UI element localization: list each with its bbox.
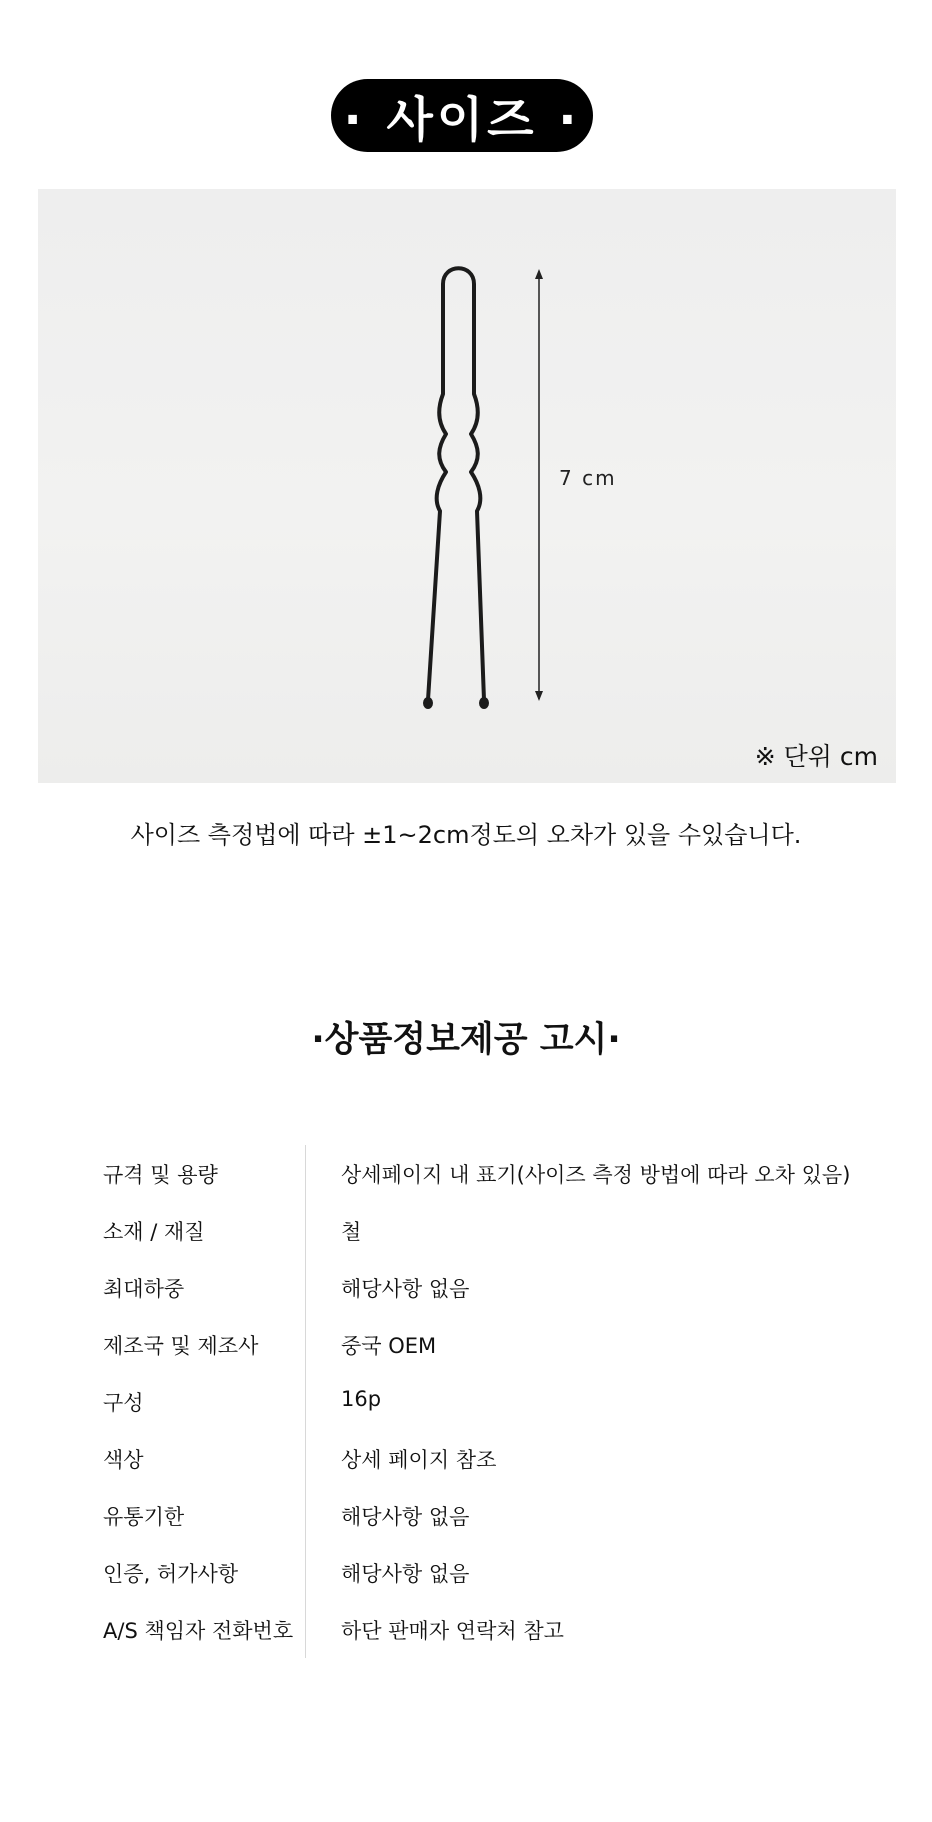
- hairpin-tip-left: [423, 697, 433, 709]
- info-row: [0, 1159, 932, 1189]
- info-row: [0, 1330, 932, 1360]
- measure-arrow-bottom: [535, 691, 543, 701]
- info-label: 색상: [103, 1448, 144, 1472]
- info-value: 상세페이지 내 표기(사이즈 측정 방법에 따라 오차 있음): [341, 1163, 851, 1187]
- info-label: 최대하중: [103, 1277, 185, 1301]
- info-value: 철: [341, 1220, 362, 1244]
- info-row: [0, 1444, 932, 1474]
- info-value: 해당사항 없음: [341, 1562, 470, 1586]
- info-label: 구성: [103, 1391, 144, 1415]
- measure-arrow-top: [535, 269, 543, 279]
- info-row: [0, 1501, 932, 1531]
- hairpin-shape: [428, 268, 484, 700]
- info-value: 하단 판매자 연락처 참고: [341, 1619, 564, 1643]
- info-value: 해당사항 없음: [341, 1277, 470, 1301]
- info-label: 유통기한: [103, 1505, 185, 1529]
- info-value: 상세 페이지 참조: [341, 1448, 497, 1472]
- info-label: 규격 및 용량: [103, 1163, 218, 1187]
- measurement-label: 7 cm: [559, 466, 617, 490]
- info-row: [0, 1273, 932, 1303]
- info-row: [0, 1216, 932, 1246]
- info-value: 해당사항 없음: [341, 1505, 470, 1529]
- info-label: A/S 책임자 전화번호: [103, 1619, 294, 1643]
- info-value: 중국 OEM: [341, 1334, 437, 1358]
- product-photo: [38, 189, 896, 783]
- info-row: [0, 1387, 932, 1417]
- size-heading: · 사이즈 ·: [331, 79, 593, 152]
- unit-note: ※ 단위 cm: [754, 742, 878, 771]
- hairpin-illustration: [38, 189, 896, 783]
- info-row: [0, 1558, 932, 1588]
- hairpin-tip-right: [479, 697, 489, 709]
- info-label: 인증, 허가사항: [103, 1562, 239, 1586]
- tolerance-note: 사이즈 측정법에 따라 ±1~2cm정도의 오차가 있을 수있습니다.: [130, 821, 802, 849]
- info-label: 소재 / 재질: [103, 1220, 205, 1244]
- info-label: 제조국 및 제조사: [103, 1334, 259, 1358]
- info-row: [0, 1615, 932, 1645]
- info-value: 16p: [341, 1387, 382, 1411]
- info-section-title: ·상품정보제공 고시·: [311, 1020, 621, 1060]
